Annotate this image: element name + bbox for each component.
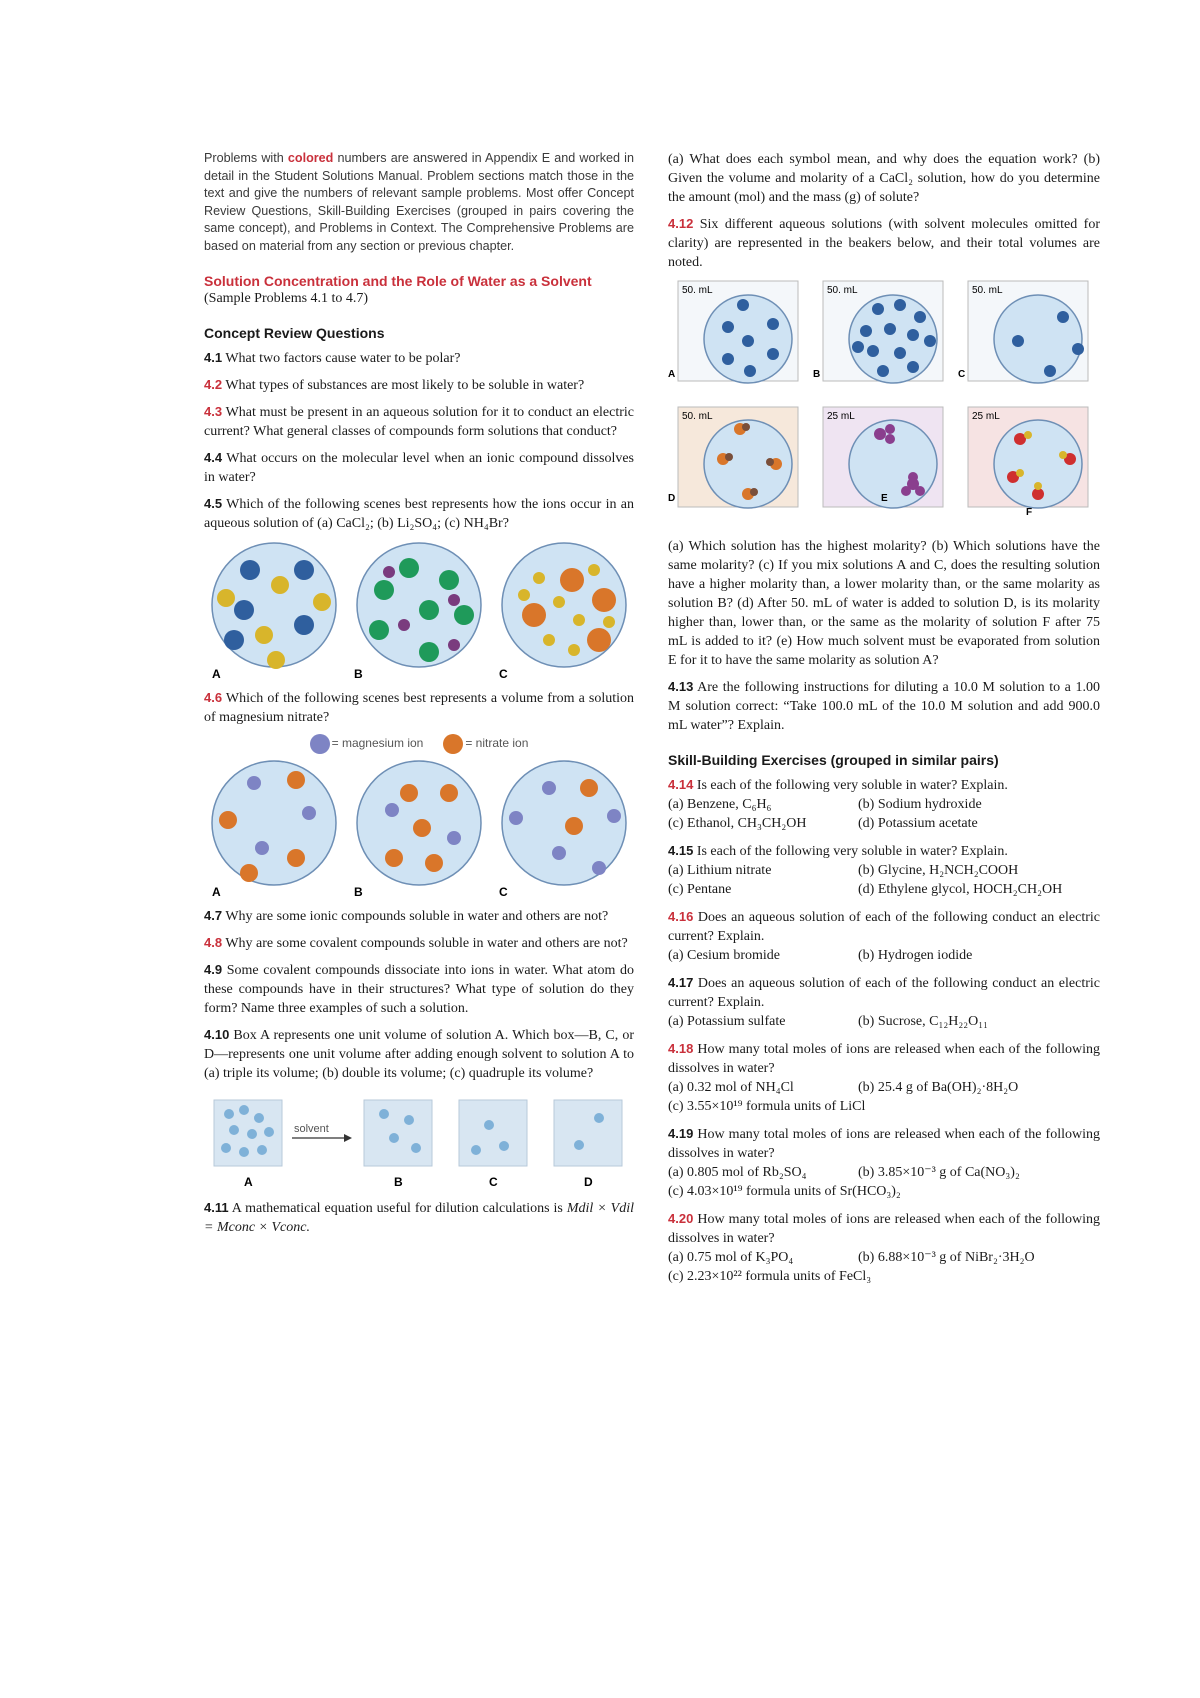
svg-text:25 mL: 25 mL	[972, 411, 1000, 422]
figure-label-c: C	[499, 884, 508, 898]
figure-label-a: A	[212, 884, 221, 898]
figure-4-6-legend	[204, 734, 634, 754]
svg-text:A: A	[668, 369, 676, 380]
concept-review-heading: Concept Review Questions	[204, 324, 385, 341]
svg-text:50. mL: 50. mL	[827, 285, 858, 296]
question-4-10: 4.10 Box A represents one unit volume of solution A. Which box—B, C, or D—represents one unit volume after adding enough solvent to solution A to (a) triple its volume; (b) double its volume; (c) quadruple its volume?	[204, 1026, 634, 1081]
scene-b	[357, 761, 481, 885]
figure-label-d: D	[584, 1174, 593, 1189]
left-column	[204, 150, 634, 1244]
figure-label-b: B	[354, 884, 363, 898]
figure-label-b: B	[394, 1174, 403, 1189]
svg-text:50. mL: 50. mL	[972, 285, 1003, 296]
figure-4-12	[668, 279, 1100, 529]
skill-building-heading: Skill-Building Exercises (grouped in similar pairs)	[668, 752, 999, 768]
box-c	[459, 1100, 527, 1166]
figure-4-6	[204, 758, 634, 898]
question-4-16-options: (a) Cesium bromide (b) Hydrogen iodide	[668, 948, 973, 963]
beaker-b	[813, 281, 943, 383]
right-column	[668, 150, 1100, 1294]
question-4-16: 4.16 Does an aqueous solution of each of the following conduct an electric current? Explain.	[668, 909, 1100, 944]
beaker-d	[668, 407, 798, 508]
question-4-19: 4.19 How many total moles of ions are released when each of the following dissolves in water?	[668, 1126, 1100, 1161]
question-4-11-continued: (a) What does each symbol mean, and why does the equation work? (b) Given the volume and molarity of a CaCl₂ solution, how do you determine the amount (mol) and the mass (g) of solute?	[668, 152, 1100, 205]
scene-c	[502, 543, 626, 667]
box-a	[214, 1100, 282, 1166]
scene-a	[212, 543, 336, 669]
figure-label-a: A	[212, 666, 221, 680]
question-4-18: 4.18 How many total moles of ions are released when each of the following dissolves in water?	[668, 1041, 1100, 1076]
beaker-a	[668, 281, 798, 383]
beaker-e	[823, 407, 943, 508]
question-4-18-option-c: (c) 3.55×10¹⁹ formula units of LiCl	[668, 1099, 866, 1114]
question-4-14: 4.14 Is each of the following very soluble in water? Explain.	[668, 777, 1008, 793]
scene-b	[357, 543, 481, 667]
figure-4-5	[204, 540, 634, 680]
question-4-13: 4.13 Are the following instructions for diluting a 10.0 M solution to a 1.00 M solution correct: “Take 100.0 mL of the 10.0 M solution and add 900.0 mL water”? Explain.	[668, 679, 1100, 733]
svg-text:50. mL: 50. mL	[682, 285, 713, 296]
question-4-7: 4.7 Why are some ionic compounds soluble in water and others are not?	[204, 907, 609, 924]
svg-text:C: C	[958, 369, 966, 380]
question-4-15: 4.15 Is each of the following very soluble in water? Explain.	[668, 843, 1008, 859]
svg-text:25 mL: 25 mL	[827, 411, 855, 422]
figure-label-c: C	[489, 1174, 498, 1189]
question-4-1: 4.1 What two factors cause water to be polar?	[204, 349, 461, 366]
box-b	[364, 1100, 432, 1166]
question-4-20-option-c: (c) 2.23×10²² formula units of FeCl₃	[668, 1269, 872, 1284]
box-d	[554, 1100, 622, 1166]
question-4-5: 4.5 Which of the following scenes best represents how the ions occur in an aqueous solution of (a) CaCl₂; (b) Li₂SO₄; (c) NH₄Br?	[204, 495, 634, 531]
legend-magnesium: = magnesium ion	[310, 734, 424, 754]
question-4-17: 4.17 Does an aqueous solution of each of the following conduct an electric current? Explain.	[668, 975, 1100, 1010]
section-subtitle: (Sample Problems 4.1 to 4.7)	[204, 290, 369, 306]
question-4-18-options: (a) 0.32 mol of NH₄Cl (b) 25.4 g of Ba(OH)₂·8H₂O	[668, 1080, 1019, 1095]
question-4-17-options: (a) Potassium sulfate (b) Sucrose, C₁₂H₂₂O₁₁	[668, 1014, 988, 1029]
question-4-19-option-c: (c) 4.03×10¹⁹ formula units of Sr(HCO₃)₂	[668, 1184, 901, 1199]
question-4-12-parts: (a) Which solution has the highest molarity? (b) Which solutions have the same molarity? (c) If you mix solutions A and C, does the resulting solution have a higher molarity than, a lower molarity than, or the same molarity as solution B? (d) After 50. mL of water is added to solution D, is its molarity higher than, lower than, or the same as the molarity of solution F after 75 mL is added to it? (e) How much solvent must be evaporated from solution E for it to have the same molarity as solution A?	[668, 539, 1100, 668]
figure-label-a: A	[244, 1174, 253, 1189]
question-4-14-options: (a) Benzene, C₆H₆ (b) Sodium hydroxide (c) Ethanol, CH₃CH₂OH (d) Potassium acetate	[668, 797, 982, 831]
question-4-15-options: (a) Lithium nitrate (b) Glycine, H₂NCH₂COOH (c) Pentane (d) Ethylene glycol, HOCH₂CH₂OH	[668, 863, 1063, 897]
question-4-9: 4.9 Some covalent compounds dissociate into ions in water. What atom do these compounds have in their structures? What type of solution do they form? Name three examples of such a solution.	[204, 961, 635, 1016]
question-4-11: 4.11 A mathematical equation useful for dilution calculations is Mdil × Vdil = Mconc × Vconc.	[204, 1199, 634, 1235]
question-4-3: 4.3 What must be present in an aqueous solution for it to conduct an electric current? What general classes of compounds form solutions that conduct?	[204, 403, 635, 439]
beaker-f	[968, 407, 1088, 518]
svg-text:F: F	[1026, 507, 1033, 518]
question-4-2: 4.2 What types of substances are most likely to be soluble in water?	[204, 376, 585, 393]
legend-nitrate: = nitrate ion	[443, 734, 528, 754]
solvent-arrow-label: solvent	[294, 1122, 329, 1135]
svg-text:B: B	[813, 369, 821, 380]
svg-text:50. mL: 50. mL	[682, 411, 713, 422]
intro-paragraph: Problems with colored numbers are answered in Appendix E and worked in detail in the Student Solutions Manual. Problem sections match those in the text and give the numbers of relevant sample problems. Most offer Concept Review Questions, Skill-Building Exercises (grouped in pairs covering the same concept), and Problems in Context. The Comprehensive Problems are based on material from any section or previous chapter.	[204, 151, 634, 253]
question-4-19-options: (a) 0.805 mol of Rb₂SO₄ (b) 3.85×10⁻³ g of Ca(NO₃)₂	[668, 1165, 1020, 1180]
scene-a	[212, 761, 336, 885]
figure-label-b: B	[354, 666, 363, 680]
beaker-c	[958, 281, 1088, 383]
question-4-20: 4.20 How many total moles of ions are released when each of the following dissolves in water?	[668, 1211, 1100, 1246]
question-4-8: 4.8 Why are some covalent compounds soluble in water and others are not?	[204, 934, 628, 951]
question-4-4: 4.4 What occurs on the molecular level when an ionic compound dissolves in water?	[204, 449, 634, 485]
figure-4-10	[204, 1090, 634, 1190]
svg-text:E: E	[881, 493, 888, 504]
question-4-12: 4.12 Six different aqueous solutions (with solvent molecules omitted for clarity) are represented in the beakers below, and their total volumes are noted.	[668, 216, 1101, 270]
scene-c	[502, 761, 626, 885]
section-title: Solution Concentration and the Role of Water as a Solvent	[204, 272, 592, 289]
question-4-20-options: (a) 0.75 mol of K₃PO₄ (b) 6.88×10⁻³ g of NiBr₂·3H₂O	[668, 1250, 1035, 1265]
question-4-6: 4.6 Which of the following scenes best represents a volume from a solution of magnesium nitrate?	[204, 689, 634, 725]
figure-label-c: C	[499, 666, 508, 680]
svg-text:D: D	[668, 493, 676, 504]
